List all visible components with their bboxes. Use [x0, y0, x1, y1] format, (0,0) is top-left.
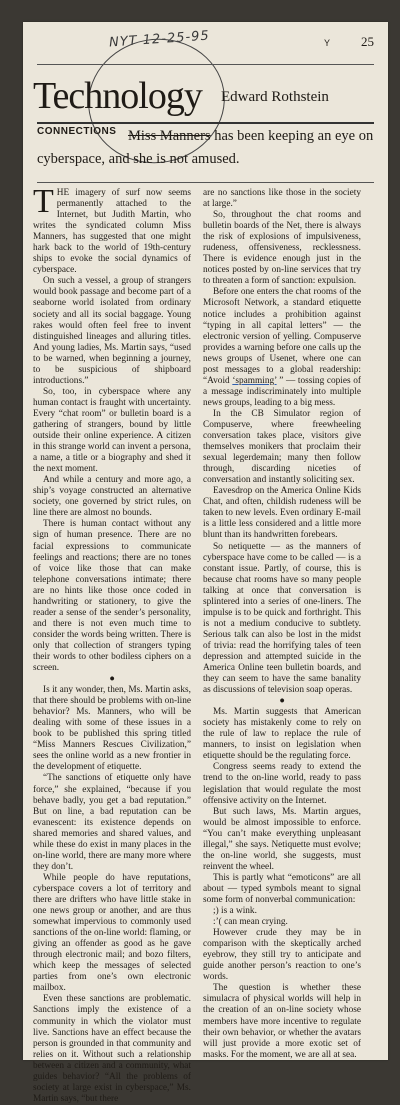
paragraph: Ms. Martin suggests that American society has mistakenly come to rely on the rule of law to replace the rule of manners, to insist on legislation when etiquette should be the regulating force. — [203, 707, 361, 762]
paragraph: Congress seems ready to extend the trend to the on-line world, ready to pass legislation that would regulate the most offensive activity on the Internet. — [203, 762, 361, 806]
headline-deck — [37, 125, 377, 171]
paragraph: ;) is a wink. — [213, 906, 257, 917]
paragraph: On such a vessel, a group of strangers would book passage and become part of a seaborne world isolated from ordinary society and all its social baggage. Young rakes would often feel free to invent distinguished lineages and alluring titles. And young ladies, Ms. Martin says, “used to be warned, when beginning a journey, to be suspicious of shipboard introductions.” — [33, 276, 191, 386]
paragraph: :’( can mean crying. — [213, 917, 288, 928]
section-heading: Technology — [33, 75, 202, 117]
deck-text: has been keeping an eye on cyberspace, and she is not amused. — [37, 128, 374, 167]
heading-rule — [37, 122, 374, 124]
pen-underlined-word: ‘spamming’ — [232, 375, 277, 386]
paragraph: So, throughout the chat rooms and bulletin boards of the Net, there is always the risk of explosions of impulsiveness, rudeness, offensiveness, recklessness. There is evidence enough just in the notices posted by on-line services that try to threaten a form of sanction: expulsion. — [203, 210, 361, 287]
paragraph: Is it any wonder, then, Ms. Martin asks, that there should be problems with on-line behavior? Ms. Manners, who will be dealing with some of these issues in a book to be published this spring titled “Miss Manners Rescues Civilization,” sees the online world as a new frontier in the development of etiquette. — [33, 685, 191, 773]
paragraph: In the CB Simulator region of Compuserve, where freewheeling conversation takes place, visitors give themselves monikers that proclaim their sexual legerdemain; many then follow through, discarding niceties of conversation and instantly soliciting sex. — [203, 408, 361, 486]
section-bullet: ● — [279, 696, 285, 707]
paragraph: While people do have reputations, cyberspace covers a lot of territory and there are drifters who have little stake in one news group or another, and are thus somewhat impervious to commonly used sanctions of the on-line world: flaming, or giving an offender as good as he gave through electronic mail; and bozo filters, which keep the messages of selected parties from one’s own electronic mailbox. — [33, 872, 191, 994]
paragraph: And while a century and more ago, a ship’s voyage constructed an alternative society, one governed by strict rules, on line there are almost no bounds. — [33, 475, 191, 519]
paragraph: There is human contact without any sign of human presence. There are no facial expressions to communicate feelings and reactions; there are no tones of voice like those that can make telephone conversations intimate; there are no hints like those once coded in handwriting or stationery, to give the reader a sense of the sender’s personality, and there is not even much time to consider the words being written. There is only that collection of strangers typing their words to other bodiless ciphers on a screen. — [33, 519, 191, 674]
article-column-2 — [203, 188, 361, 1061]
section-bullet: ● — [109, 674, 115, 685]
page-number: 25 — [361, 34, 374, 49]
column-label: CONNECTIONS — [37, 126, 117, 137]
top-rule — [37, 64, 374, 65]
paragraph: So netiquette — as the manners of cyberspace have come to be called — is a constant issue. Partly, of course, this is because chat rooms have so many people talking at once that conversation is splintered into a series of one-liners. The impulse is to be quick and forthright. This is not a medium conducive to subtlety. Serious talk can also be lost in the midst of trivia: read the horrifying tales of teen depression and attempted suicide in the America Online teen bulletin boards, and they can seem to have the same banality as discussions of television soap operas. — [203, 541, 361, 696]
paragraph: Even these sanctions are problematic. Sanctions imply the existence of a community in which the violator must live. Sanctions have an effect because the person is grounded in that community and relies on it. Without such a relationship between a citizen and a community, what guides behavior? “All the problems of society at large exist in cyberspace,” Ms. Martin says, “but there — [33, 994, 191, 1104]
page-section-letter: Y — [323, 38, 330, 48]
deck-struck-text: Miss Manners — [128, 128, 211, 144]
paragraph: THE imagery of surf now seems permanently attached to the Internet, but Judith Martin, who writes the syndicated column Miss Manners, has suggested that one might hark back to the world of 19th-century ships to evoke the social dynamics of cyberspace. — [33, 183, 191, 276]
byline: Edward Rothstein — [221, 89, 329, 105]
article-column-1 — [33, 183, 191, 1105]
paragraph: “The sanctions of etiquette only have force,” she explained, “because if you behave badly, you get a bad reputation.” But on line, a bad reputation can be evanescent: its existence depends on shared memories and shared values, and while these do exist in many places in the on-line world, there are many more where they don’t. — [33, 773, 191, 872]
deck-rule — [37, 182, 374, 183]
paragraph: So, too, in cyberspace where any human contact is fraught with uncertainty. Every “chat room” or bulletin board is a gathering of strangers, bound by little outside their online experience. A citizen in this strange world can invent a persona, a name, a title or a biography and shed it the next moment. — [33, 386, 191, 475]
paragraph: Before one enters the chat rooms of the Microsoft Network, a standard etiquette notice includes a prohibition against “typing in all capital letters” — the electronic version of yelling. Compuserve provides a warning before one calls up the news groups of Usenet, where one can post messages to a global readership: “Avoid ‘spamming’ ” — tossing copies of a message indiscriminately into multiple news groups, leading to a big mess. — [203, 287, 361, 408]
paragraph: This is partly what “emoticons” are all about — typed symbols meant to signal some form of nonverbal communication: — [203, 872, 361, 905]
handwritten-date-annotation: NYT 12-25-95 — [108, 28, 211, 51]
drop-cap: T — [33, 183, 54, 220]
paragraph: But such laws, Ms. Martin argues, would be almost impossible to enforce. “You can’t make everything unpleasant illegal,” she says. Netiquette must evolve; the on-line world, she suggests, must reinvent the wheel. — [203, 806, 361, 872]
newspaper-clipping — [23, 22, 388, 1104]
paragraph: However crude they may be in comparison with the skeptically arched eyebrow, they still try to anticipate and guide another person’s reaction to one’s words. — [203, 928, 361, 983]
paragraph: The question is whether these simulacra of physical worlds will help in the creation of an on-line society whose members have more incentive to regulate their own behavior, or whether the avatars will just provide a more exotic set of masks. For the moment, we are all at sea. — [203, 983, 361, 1060]
paragraph: Eavesdrop on the America Online Kids Chat, and often, childish rudeness will be taken to new levels. Even ordinary E-mail is a little less considered and a little more blunt than its handwritten forebears. — [203, 486, 361, 541]
paragraph: are no sanctions like those in the society at large.” — [203, 188, 361, 210]
